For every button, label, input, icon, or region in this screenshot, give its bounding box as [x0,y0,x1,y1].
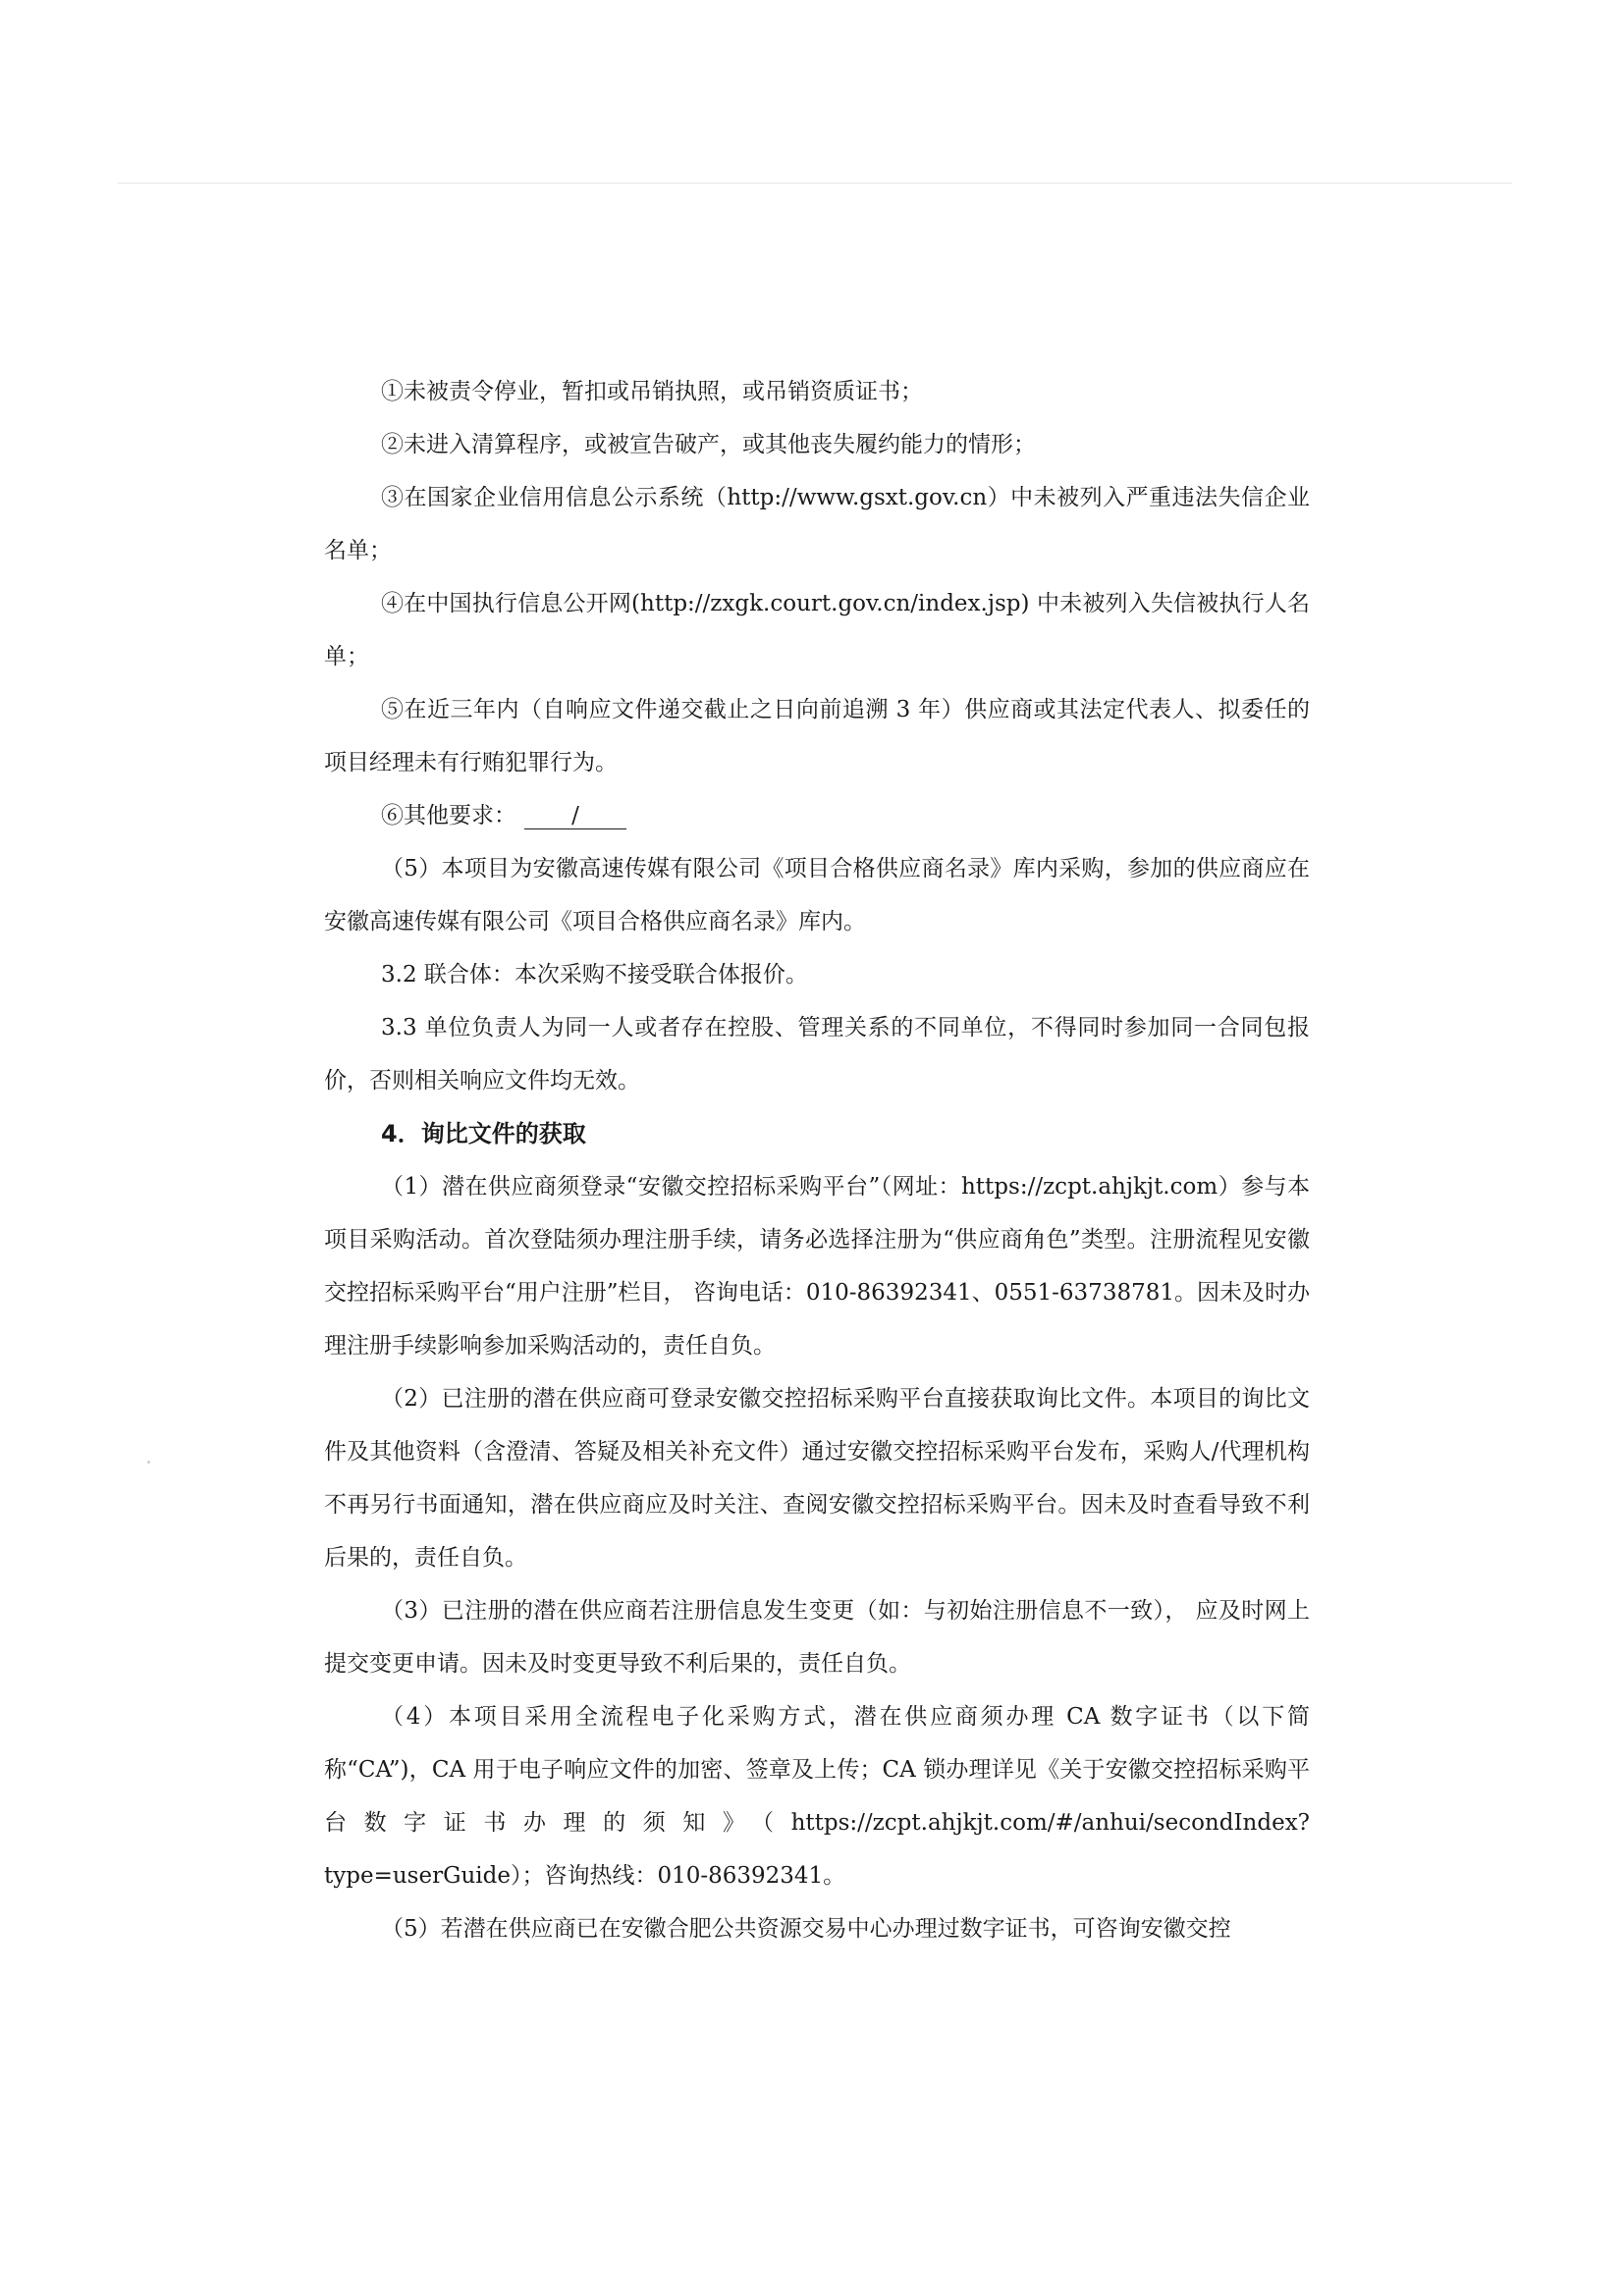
condition-2: ②未进入清算程序，或被宣告破产，或其他丧失履约能力的情形； [381,432,1036,457]
condition-6-blank: / [524,803,626,829]
condition-4: ④在中国执行信息公开网(http://zxgk.court.gov.cn/index.jsp) 中未被列入失信被执行人名单； [324,591,1310,669]
condition-5: ⑤在近三年内（自响应文件递交截止之日向前追溯 3 年）供应商或其法定代表人、拟委任的项目经理未有行贿犯罪行为。 [324,697,1310,775]
section-3-2: 3.2 联合体：本次采购不接受联合体报价。 [381,962,808,988]
section-4-item-4: （4）本项目采用全流程电子化采购方式，潜在供应商须办理 CA 数字证书（以下简称“CA”)，CA 用于电子响应文件的加密、签章及上传；CA 锁办理详见《关于安徽交控招标采购平台数字证书办理的须知》（https://zcpt.ahjkjt.com/#/anhui/secondIndex?type=userGuide）；咨询热线：010-86392341。 [324,1704,1310,1889]
header-rule [118,183,1512,184]
condition-1: ①未被责令停业，暂扣或吊销执照，或吊销资质证书； [381,379,923,404]
item-5-qualified-list: （5）本项目为安徽高速传媒有限公司《项目合格供应商名录》库内采购，参加的供应商应在安徽高速传媒有限公司《项目合格供应商名录》库内。 [324,856,1310,934]
condition-6-label: ⑥其他要求： [381,803,516,828]
section-3-3: 3.3 单位负责人为同一人或者存在控股、管理关系的不同单位，不得同时参加同一合同包报价，否则相关响应文件均无效。 [324,1015,1310,1094]
document-body [324,365,1310,1955]
section-4-item-5: （5）若潜在供应商已在安徽合肥公共资源交易中心办理过数字证书，可咨询安徽交控 [381,1916,1231,1942]
section-4-item-1: （1）潜在供应商须登录“安徽交控招标采购平台”（网址：https://zcpt.ahjkjt.com）参与本项目采购活动。首次登陆须办理注册手续，请务必选择注册为“供应商角色”类型。注册流程见安徽交控招标采购平台“用户注册”栏目， 咨询电话：010-86392341、0551-63738781。因未及时办理注册手续影响参加采购活动的，责任自负。 [324,1174,1310,1359]
condition-6 [324,789,1310,842]
section-4-item-2: （2）已注册的潜在供应商可登录安徽交控招标采购平台直接获取询比文件。本项目的询比文件及其他资料（含澄清、答疑及相关补充文件）通过安徽交控招标采购平台发布，采购人/代理机构不再另行书面通知，潜在供应商应及时关注、查阅安徽交控招标采购平台。因未及时查看导致不利后果的，责任自负。 [324,1386,1310,1571]
section-4-item-3: （3）已注册的潜在供应商若注册信息发生变更（如：与初始注册信息不一致）， 应及时网上提交变更申请。因未及时变更导致不利后果的，责任自负。 [324,1598,1310,1677]
condition-3: ③在国家企业信用信息公示系统（http://www.gsxt.gov.cn）中未被列入严重违法失信企业名单； [324,485,1310,563]
scan-artifact [147,1461,150,1464]
section-4-heading: 4．询比文件的获取 [381,1120,586,1148]
